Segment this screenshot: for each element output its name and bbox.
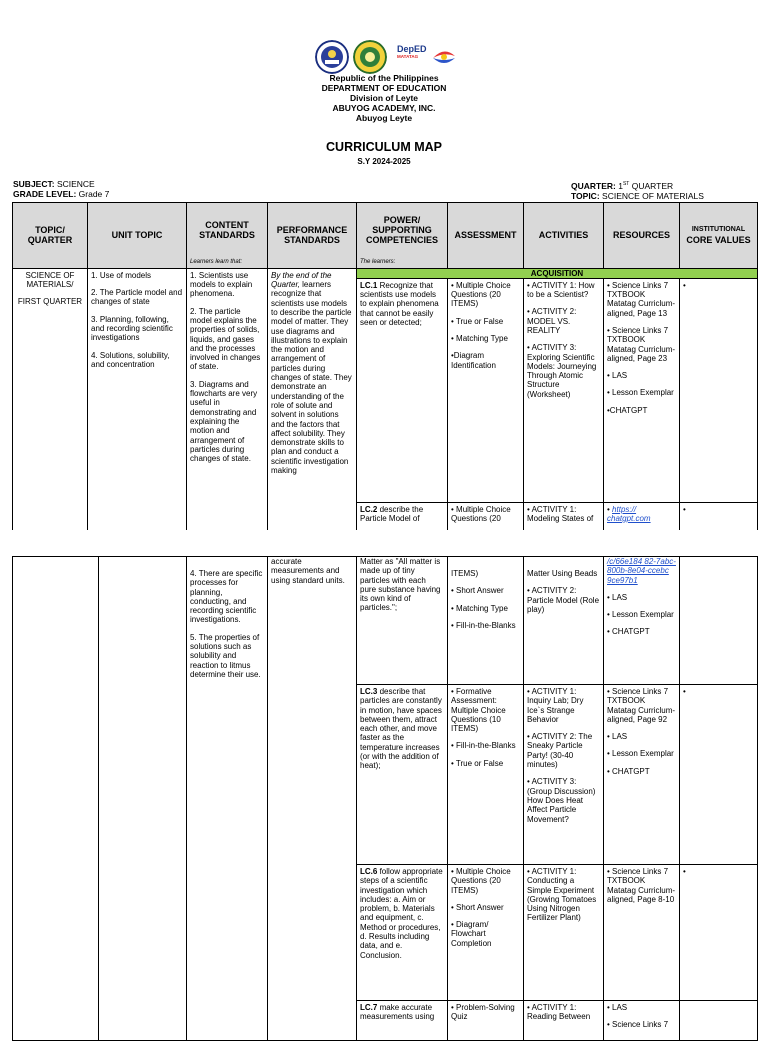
lc7-core-values — [680, 1001, 758, 1041]
col-resources: RESOURCES — [604, 203, 680, 269]
lc7-activities: • ACTIVITY 1: Reading Between — [524, 1001, 604, 1041]
performance-standards-cell: By the end of the Quarter, learners recognize that scientists use models to describe the particle model of matter. They use diagrams and illustrations to explain the motion and arrangement of particles during changes of state. They demonstrate an understanding of the role of solute and solvent in solutions and the factors that affect solubility. They demonstrate skills to plan and conduct a scientific investigation making — [268, 268, 357, 534]
lc7-assessment: • Problem-Solving Quiz — [448, 1001, 524, 1041]
unit-topic-cell: 1. Use of models 2. The Particle model and changes of state 3. Planning, following, and recording scientific investigations 4. Solutions, solubility, and concentration — [88, 268, 187, 534]
col-topic-quarter: TOPIC/ QUARTER — [13, 203, 88, 269]
lc3-assessment: • Formative Assessment: Multiple Choice Questions (10 ITEMS) • Fill-in-the-Blanks • True or False — [448, 685, 524, 865]
page-gap — [0, 530, 768, 556]
lc2-activities: • ACTIVITY 1: Modeling States of — [524, 502, 604, 534]
subject-grade-meta: SUBJECT: SCIENCE GRADE LEVEL: Grade 7 — [13, 179, 110, 199]
lc6-core-values: • — [680, 865, 758, 1001]
header-text: Republic of the Philippines DEPARTMENT OF EDUCATION Division of Leyte ABUYOG ACADEMY, INC. Abuyog Leyte — [321, 73, 447, 123]
col-core-values: INSTITUTIONAL CORE VALUES — [680, 203, 758, 269]
curriculum-table-page-2 — [12, 556, 758, 1041]
abuyog-academy-seal-icon — [353, 40, 387, 74]
lc1-core-values: • — [680, 278, 758, 502]
lc2-assessment: • Multiple Choice Questions (20 — [448, 502, 524, 534]
bagong-pilipinas-logo-icon — [431, 46, 457, 68]
col-competencies: POWER/ SUPPORTING COMPETENCIES — [357, 203, 448, 257]
lc7-resources: • LAS • Science Links 7 — [604, 1001, 680, 1041]
lc6-competency: LC.6 follow appropriate steps of a scientific investigation which includes: a. Aim or problem, b. Materials and equipment, c. Method or procedures, d. Results including data, and e. Conclusion. — [357, 865, 448, 1001]
content-subheader: Learners learn that: — [187, 257, 268, 269]
lc2-resources-cont: /c/66e184 82-7abc-800b-8e04-ccebc 9ce97b1 • LAS • Lesson Exemplar • CHATGPT — [604, 557, 680, 685]
col-assessment: ASSESSMENT — [448, 203, 524, 269]
lc3-resources: • Science Links 7 TXTBOOK Matatag Curriclum-aligned, Page 92 • LAS • Lesson Exemplar • CHATGPT — [604, 685, 680, 865]
lc3-competency: LC.3 describe that particles are constantly in motion, have spaces between them, attract each other, and move faster as the temperature increases (or with the addition of heat); — [357, 685, 448, 865]
lc1-assessment: • Multiple Choice Questions (20 ITEMS) • True or False • Matching Type •Diagram Identification — [448, 278, 524, 502]
lc6-assessment: • Multiple Choice Questions (20 ITEMS) • Short Answer • Diagram/ Flowchart Completion — [448, 865, 524, 1001]
curriculum-table-page-1 — [12, 202, 758, 535]
page-title: CURRICULUM MAP — [326, 140, 442, 154]
content-standards-cell: 1. Scientists use models to explain phenomena. 2. The particle model explains the properties of solids, liquids, and gases and the processes involved in changes of state. 3. Diagrams and flowcharts are very useful in demonstrating and explaining the motion and arrangement of particles during changes of state. — [187, 268, 268, 534]
lc2-core-values-cont — [680, 557, 758, 685]
lc2-activities-cont: Matter Using Beads • ACTIVITY 2: Particle Model (Role play) — [524, 557, 604, 685]
lc2-core-values: • — [680, 502, 758, 534]
school-year: S.Y 2024-2025 — [357, 157, 411, 166]
lc1-activities: • ACTIVITY 1: How to be a Scientist? • ACTIVITY 2: MODEL VS. REALITY • ACTIVITY 3: Exploring Scientific Models: Journeying Through Atomic Structure (Worksheet) — [524, 278, 604, 502]
col-unit-topic: UNIT TOPIC — [88, 203, 187, 269]
performance-standards-cell-cont: accurate measurements and using standard units. — [268, 557, 357, 1041]
lc2-assessment-cont: ITEMS) • Short Answer • Matching Type • Fill-in-the-Blanks — [448, 557, 524, 685]
topic-cell: SCIENCE OF MATERIALS/ FIRST QUARTER — [13, 268, 88, 534]
lc2-competency-cont: Matter as "All matter is made up of tiny particles with each pure substance having its own kind of particles."; — [357, 557, 448, 685]
acquisition-banner: ACQUISITION — [357, 268, 758, 278]
col-content-standards: CONTENT STANDARDS — [187, 203, 268, 257]
quarter-topic-meta: QUARTER: 1ST QUARTER TOPIC: SCIENCE OF MATERIALS — [571, 180, 704, 201]
chatgpt-link[interactable]: https:// chatgpt.com — [607, 504, 651, 524]
deped-seal-icon — [315, 40, 349, 74]
content-standards-cell-cont: 4. There are specific processes for planning, conducting, and recording scientific investigations. 5. The properties of solutions such as solubility and reaction to litmus determine their use. — [187, 557, 268, 1041]
lc6-resources: • Science Links 7 TXTBOOK Matatag Curriclum-aligned, Page 8-10 — [604, 865, 680, 1001]
deped-logo-icon: DepED MATATAG — [397, 44, 427, 59]
chatgpt-link-cont[interactable]: /c/66e184 82-7abc-800b-8e04-ccebc 9ce97b1 — [607, 557, 676, 585]
lc3-activities: • ACTIVITY 1: Inquiry Lab; Dry Ice`s Strange Behavior • ACTIVITY 2: The Sneaky Particle Party! (30-40 minutes) • ACTIVITY 3: (Group Discussion) How Does Heat Affect Particle Movement? — [524, 685, 604, 865]
lc2-resources: • https:// chatgpt.com — [604, 502, 680, 534]
lc2-competency: LC.2 describe the Particle Model of — [357, 502, 448, 534]
topic-cell-cont — [13, 557, 99, 1041]
competencies-subheader: The learners: — [357, 257, 448, 269]
unit-topic-cell-cont — [99, 557, 187, 1041]
col-performance-standards: PERFORMANCE STANDARDS — [268, 203, 357, 269]
col-activities: ACTIVITIES — [524, 203, 604, 269]
lc1-resources: • Science Links 7 TXTBOOK Matatag Curriclum-aligned, Page 13 • Science Links 7 TXTBOOK Matatag Curriclum-aligned, Page 23 • LAS • Lesson Exemplar •CHATGPT — [604, 278, 680, 502]
lc7-competency: LC.7 make accurate measurements using — [357, 1001, 448, 1041]
lc3-core-values: • — [680, 685, 758, 865]
lc6-activities: • ACTIVITY 1: Conducting a Simple Experiment (Growing Tomatoes Using Nitrogen Fertilizer Plant) — [524, 865, 604, 1001]
lc1-competency: LC.1 Recognize that scientists use models to explain phenomena that cannot be easily seen or detected; — [357, 278, 448, 502]
